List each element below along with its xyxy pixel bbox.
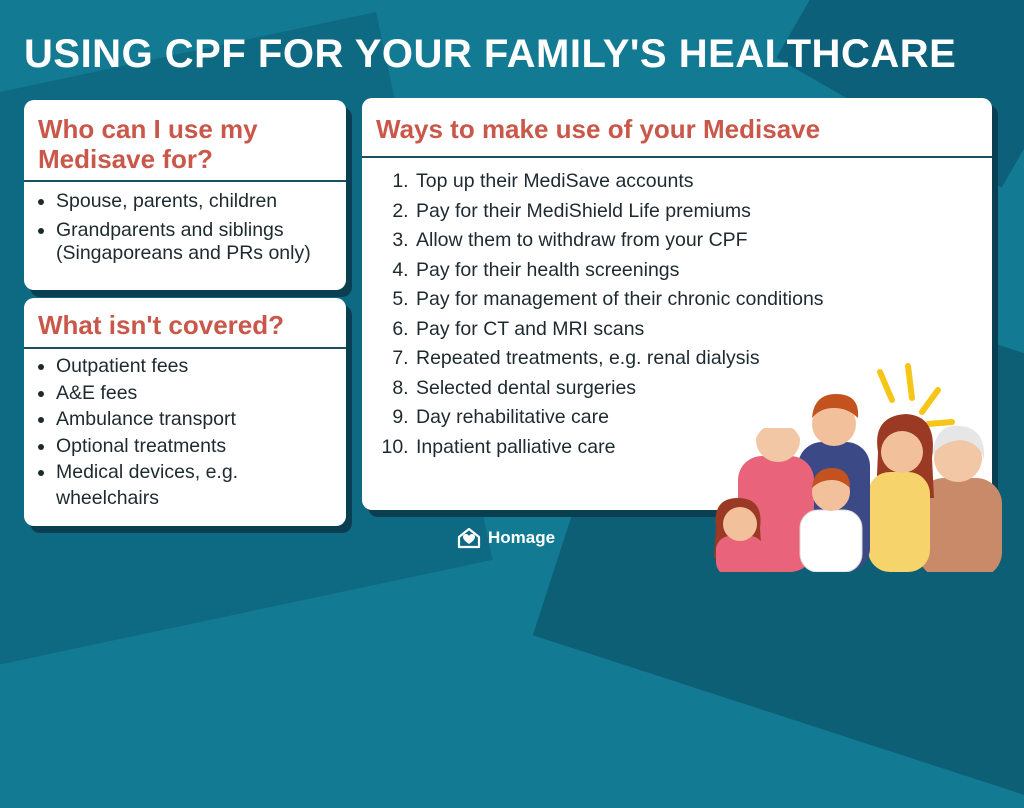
list-item: 8. Selected dental surgeries — [414, 379, 982, 399]
not-covered-list — [24, 349, 346, 508]
card-heading: Who can I use my Medisave for? — [24, 100, 346, 182]
girl-figure — [714, 498, 764, 572]
list-item: 4. Pay for their health screenings — [414, 261, 982, 281]
list-item-text: Medical devices, e.g. — [56, 461, 239, 483]
list-item: 6. Pay for CT and MRI scans — [414, 320, 982, 340]
list-item: 10. Inpatient palliative care — [414, 438, 982, 458]
card-heading: What isn't covered? — [24, 298, 346, 349]
list-item: 7. Repeated treatments, e.g. renal dialysis — [414, 349, 982, 369]
list-item-text: Grandparents and siblings — [56, 218, 284, 241]
list-item-text: Optional treatments — [56, 434, 227, 457]
page-title: USING CPF FOR YOUR FAMILY'S HEALTHCARE — [24, 32, 957, 76]
homage-logo — [456, 527, 555, 549]
brand-name: Homage — [488, 528, 556, 547]
list-item: 2. Pay for their MediShield Life premiums — [414, 202, 982, 222]
list-item: 5. Pay for management of their chronic conditions — [414, 290, 982, 310]
list-item — [56, 434, 336, 457]
list-item-subtext: wheelchairs — [56, 486, 159, 509]
list-item: 9. Day rehabilitative care — [414, 408, 982, 428]
card-heading: Ways to make use of your Medisave — [362, 98, 992, 158]
list-item — [56, 381, 336, 404]
list-item-text: Spouse, parents, children — [56, 190, 278, 212]
not-covered-card — [24, 298, 346, 526]
list-item-text: Ambulance transport — [56, 408, 236, 430]
list-item — [56, 357, 336, 377]
who-list — [24, 182, 346, 264]
list-item-subtext: (Singaporeans and PRs only) — [56, 242, 311, 264]
list-item: 3. Allow them to withdraw from your CPF — [414, 231, 982, 251]
list-item — [56, 463, 336, 508]
family-illustration — [700, 360, 1024, 572]
list-item: 1. Top up their MediSave accounts — [414, 172, 982, 192]
list-item-text: Outpatient fees — [56, 355, 189, 377]
list-item — [56, 192, 336, 212]
excitement-rays-icon — [880, 366, 952, 424]
list-item — [56, 218, 336, 264]
mother-figure — [868, 414, 934, 572]
list-item — [56, 410, 336, 430]
house-heart-icon — [456, 527, 482, 549]
who-can-use-card — [24, 100, 346, 290]
list-item-text: A&E fees — [56, 381, 138, 404]
